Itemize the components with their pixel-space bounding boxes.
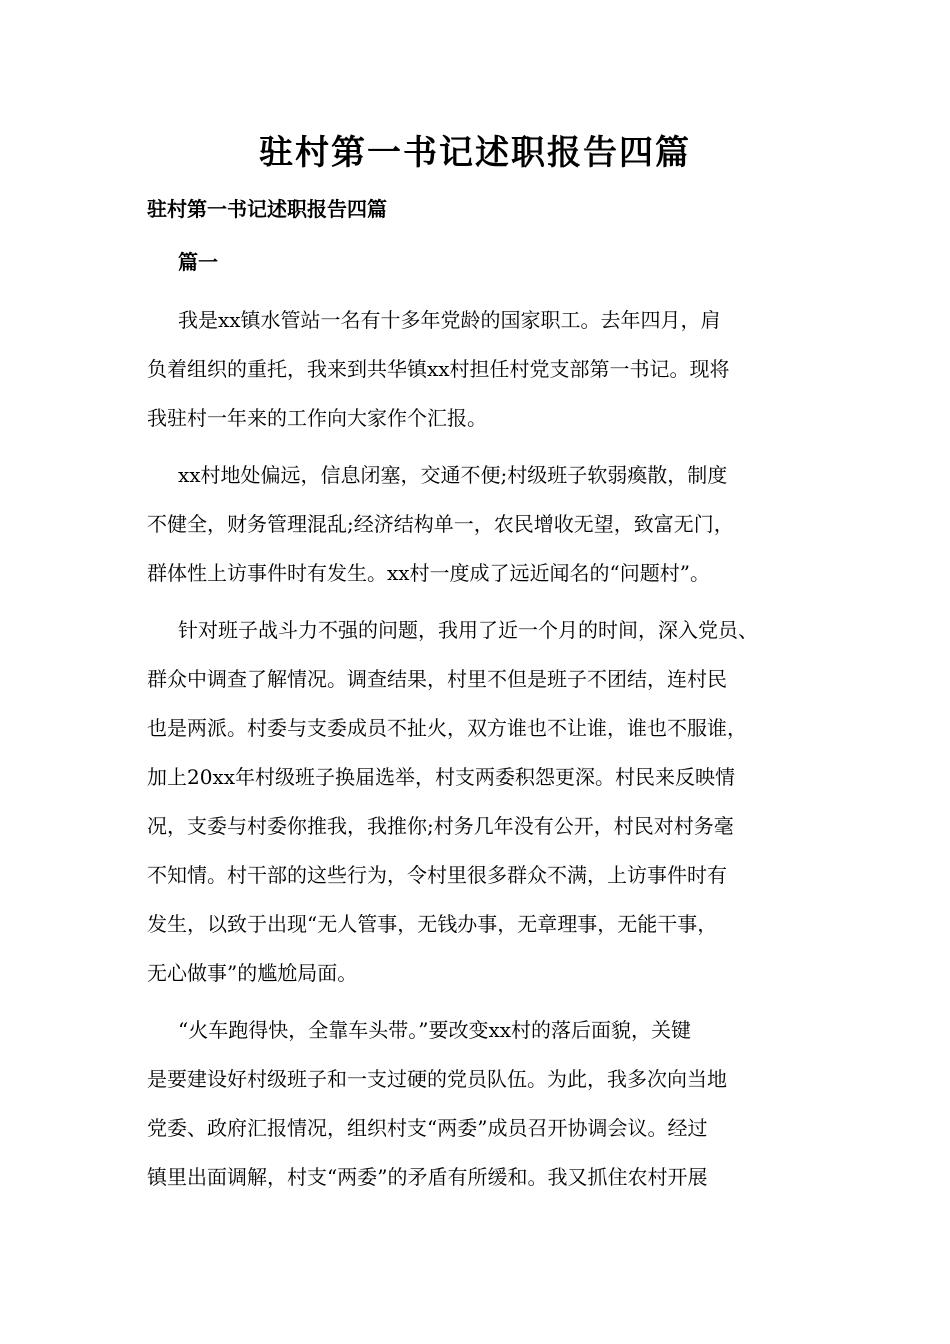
paragraph-line: 无心做事”的尴尬局面。 [147,961,358,985]
paragraph-line: 不知情。村干部的这些行为，令村里很多群众不满，上访事件时有 [147,863,727,887]
paragraph-line: 我驻村一年来的工作向大家作个汇报。 [147,406,487,430]
paragraph-line: 群众中调查了解情况。调查结果，村里不但是班子不团结，连村民 [147,667,727,691]
paragraph-line: xx村地处偏远，信息闭塞，交通不便;村级班子软弱瘓散，制度 [178,463,728,487]
paragraph-line: 针对班子战斗力不强的问题，我用了近一个月的时间，深入党员、 [178,618,758,642]
paragraph-line: 党委、政府汇报情况，组织村支“两委”成员召开协调会议。经过 [147,1116,708,1140]
section-heading: 篇一 [178,250,218,274]
paragraph-line: 镇里出面调解，村支“两委”的矛盾有所缓和。我又抓住农村开展 [147,1165,708,1189]
paragraph-line: 不健全，财务管理混乱;经济结构单一，农民增收无望，致富无门， [147,512,734,536]
paragraph-line: 负着组织的重托，我来到共华镇xx村担任村党支部第一书记。现将 [147,357,730,381]
paragraph-line: 发生，以致于出现“无人管事，无钱办事，无章理事，无能干事， [147,912,718,936]
paragraph-line: 群体性上访事件时有发生。xx村一度成了远近闻名的“问题村”。 [147,561,711,585]
paragraph-line: 我是xx镇水管站一名有十多年党龄的国家职工。去年四月，肩 [178,308,721,332]
document-title: 驻村第一书记述职报告四篇 [259,133,691,173]
paragraph-line: “火车跑得快，全靠车头带。”要改变xx村的落后面貌，关键 [178,1018,692,1042]
paragraph-line: 加上20xx年村级班子换届选举，村支两委积怨更深。村民来反映情 [147,765,736,789]
paragraph-line: 也是两派。村委与支委成员不扯火，双方谁也不让谁，谁也不服谁， [147,716,747,740]
document-subtitle: 驻村第一书记述职报告四篇 [147,197,387,221]
paragraph-line: 况，支委与村委你推我，我推你;村务几年没有公开，村民对村务毫 [147,814,734,838]
paragraph-line: 是要建设好村级班子和一支过硬的党员队伍。为此，我多次向当地 [147,1067,727,1091]
